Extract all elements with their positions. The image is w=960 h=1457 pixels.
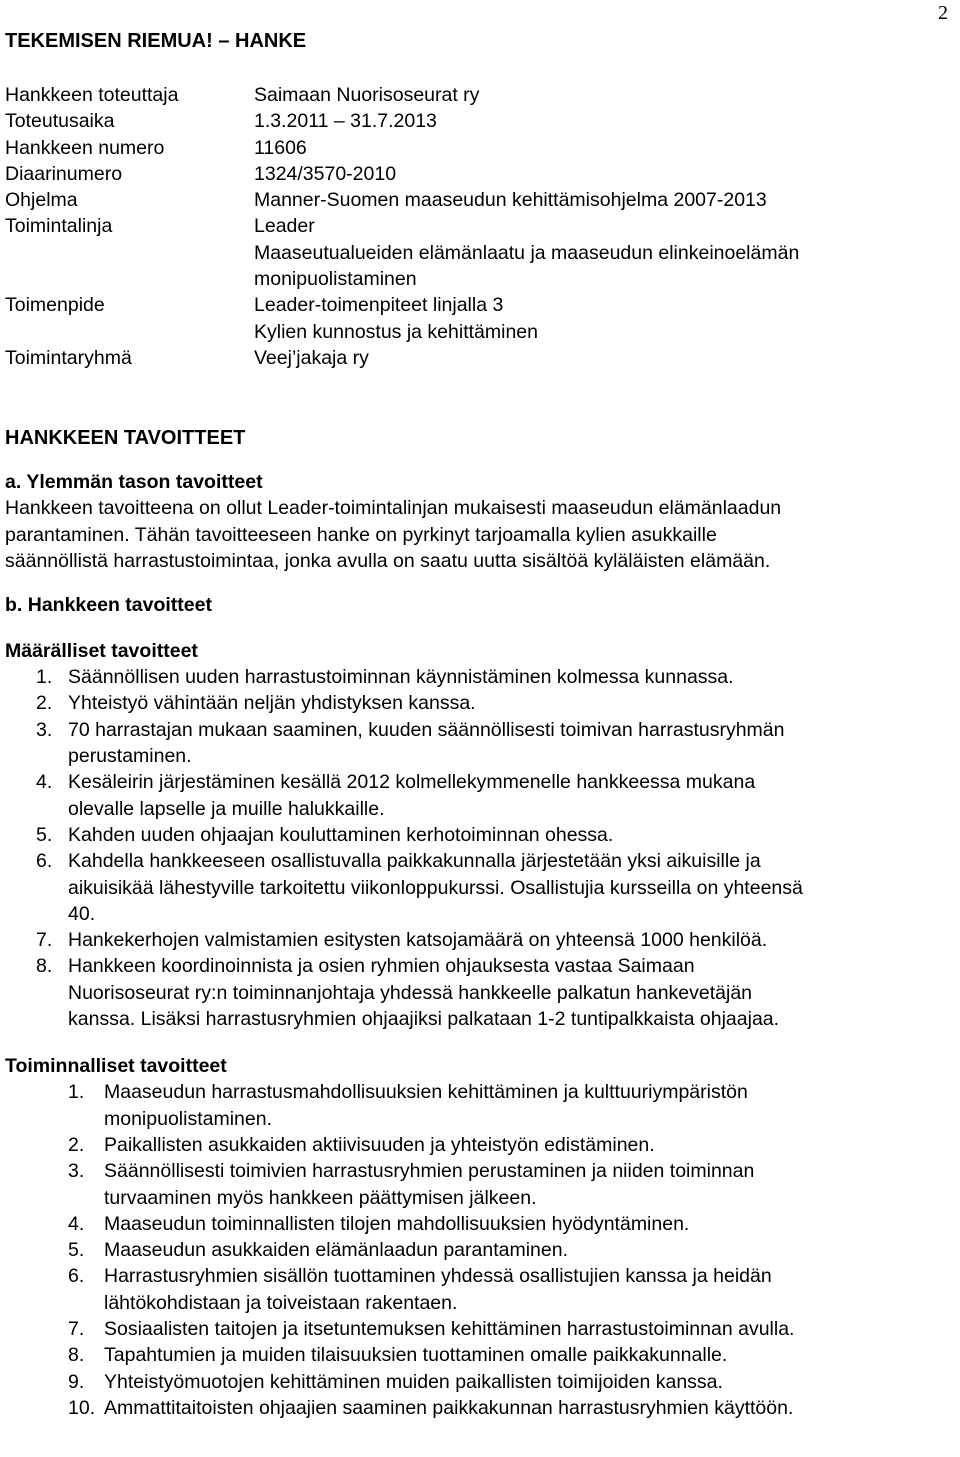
list-item-line: Maaseudun toiminnallisten tilojen mahdollisuuksien hyödyntäminen. <box>104 1212 690 1235</box>
list-item-line: Tapahtumien ja muiden tilaisuuksien tuottaminen omalle paikkakunnalle. <box>104 1344 728 1367</box>
list-item-number: 2. <box>68 1133 85 1156</box>
info-label: Hankkeen toteuttaja <box>5 84 179 106</box>
info-value: Leader-toimenpiteet linjalla 3 <box>254 294 504 317</box>
list-item-line: Yhteistyömuotojen kehittäminen muiden paikallisten toimijoiden kanssa. <box>104 1370 723 1393</box>
list-item-text <box>104 1079 945 1132</box>
info-values <box>254 161 396 187</box>
info-label: Ohjelma <box>5 189 78 212</box>
list-item-number: 2. <box>36 692 53 715</box>
info-row <box>5 82 945 108</box>
list-item-number: 8. <box>68 1344 85 1367</box>
info-values <box>254 187 767 213</box>
info-values <box>254 213 799 292</box>
list-item <box>5 769 945 822</box>
project-info-table <box>5 82 945 371</box>
info-row <box>5 345 945 371</box>
list-item-line: Säännöllisesti toimivien harrastusryhmien perustaminen ja niiden toiminnan <box>104 1160 755 1183</box>
info-row <box>5 187 945 213</box>
info-row <box>5 135 945 161</box>
info-value: Kylien kunnostus ja kehittäminen <box>254 320 538 343</box>
list-item-line: lähtökohdistaan ja toiveistaan rakentaen. <box>104 1291 458 1314</box>
list-item-text <box>104 1211 945 1237</box>
list-item-line: Nuorisoseurat ry:n toiminnanjohtaja yhdessä hankkeelle palkatun hankevetäjän <box>68 981 753 1004</box>
list-item-line: olevalle lapselle ja muille halukkaille. <box>68 797 385 820</box>
info-value: Leader <box>254 215 315 238</box>
list-item-line: turvaaminen myös hankkeen päättymisen jälkeen. <box>104 1186 537 1209</box>
list-item-number: 10. <box>68 1396 96 1419</box>
info-value: Saimaan Nuorisoseurat ry <box>254 84 480 106</box>
paragraph-line: Hankkeen tavoitteena on ollut Leader-toimintalinjan mukaisesti maaseudun elämänlaadun <box>5 497 782 520</box>
page-number: 2 <box>938 2 948 24</box>
goals-heading: HANKKEEN TAVOITTEET <box>5 427 246 450</box>
info-value: 1324/3570-2010 <box>254 162 397 185</box>
list-item <box>5 953 945 1032</box>
list-item-line: Yhteistyö vähintään neljän yhdistyksen kanssa. <box>68 692 476 715</box>
info-row <box>5 213 945 292</box>
list-item-text <box>68 848 945 927</box>
list-item-line: 70 harrastajan mukaan saaminen, kuuden säännöllisesti toimivan harrastusryhmän <box>68 718 785 741</box>
info-value: Veej’jakaja ry <box>254 346 369 369</box>
list-item-text <box>104 1237 945 1263</box>
paragraph-line: säännöllistä harrastustoimintaa, jonka avulla on saatu uutta sisältöä kyläläisten elämään. <box>5 549 771 572</box>
list-item-text <box>68 690 945 716</box>
list-item-line: Maaseudun harrastusmahdollisuuksien kehittäminen ja kulttuuriympäristön <box>104 1081 748 1104</box>
list-item-number: 8. <box>36 955 53 978</box>
list-item-number: 4. <box>36 771 53 794</box>
info-value: Maaseutualueiden elämänlaatu ja maaseudun elinkeinoelämän <box>254 241 800 264</box>
list-item-line: Maaseudun asukkaiden elämänlaadun parantaminen. <box>104 1239 568 1262</box>
info-value: Manner-Suomen maaseudun kehittämisohjelma 2007-2013 <box>254 189 767 212</box>
info-values <box>254 345 369 371</box>
list-item <box>5 1395 945 1421</box>
list-item <box>5 690 945 716</box>
list-item-line: perustaminen. <box>68 745 192 768</box>
list-item-number: 3. <box>68 1160 85 1183</box>
list-item <box>5 717 945 770</box>
list-item-line: 40. <box>68 902 96 925</box>
list-item-number: 5. <box>68 1239 85 1262</box>
list-item <box>5 1316 945 1342</box>
list-item <box>5 927 945 953</box>
info-values <box>254 82 479 108</box>
list-item-line: Säännöllisen uuden harrastustoiminnan käynnistäminen kolmessa kunnassa. <box>68 666 734 689</box>
list-item-number: 4. <box>68 1212 85 1235</box>
project-goals-heading: b. Hankkeen tavoitteet <box>5 594 212 617</box>
list-item-line: Hankkeen koordinoinnista ja osien ryhmien ohjauksesta vastaa Saimaan <box>68 955 695 978</box>
info-row <box>5 161 945 187</box>
list-item-number: 6. <box>36 850 53 873</box>
list-item-text <box>68 769 945 822</box>
list-item <box>5 1237 945 1263</box>
info-value: monipuolistaminen <box>254 268 417 291</box>
info-label: Hankkeen numero <box>5 136 165 159</box>
list-item-text <box>68 822 945 848</box>
list-item-text <box>68 927 945 953</box>
list-item-number: 9. <box>68 1370 85 1393</box>
list-item-line: Harrastusryhmien sisällön tuottaminen yhdessä osallistujien kanssa ja heidän <box>104 1265 772 1288</box>
list-item-number: 5. <box>36 823 53 846</box>
list-item <box>5 664 945 690</box>
list-item-text <box>68 664 945 690</box>
info-value: 1.3.2011 – 31.7.2013 <box>254 110 437 133</box>
list-item-line: Ammattitaitoisten ohjaajien saaminen paikkakunnan harrastusryhmien käyttöön. <box>104 1396 794 1419</box>
list-item <box>5 1263 945 1316</box>
list-item-text <box>104 1369 945 1395</box>
list-item <box>5 1158 945 1211</box>
list-item-number: 7. <box>68 1317 85 1340</box>
list-item <box>5 1342 945 1368</box>
list-item <box>5 848 945 927</box>
info-label: Toteutusaika <box>5 110 115 133</box>
info-label: Toimintaryhmä <box>5 346 132 369</box>
list-item-text <box>104 1132 945 1158</box>
list-item-line: monipuolistaminen. <box>104 1107 273 1130</box>
list-item-line: Kesäleirin järjestäminen kesällä 2012 kolmellekymmenelle hankkeessa mukana <box>68 771 756 794</box>
info-label: Toimenpide <box>5 294 105 317</box>
list-item-text <box>68 953 945 1032</box>
info-row <box>5 292 945 345</box>
higher-level-goals-text <box>5 495 945 574</box>
info-value: 11606 <box>254 136 307 159</box>
list-item-number: 3. <box>36 718 53 741</box>
list-item-text <box>104 1316 945 1342</box>
list-item-line: Sosiaalisten taitojen ja itsetuntemuksen kehittäminen harrastustoiminnan avulla. <box>104 1317 795 1340</box>
document-body <box>5 28 945 1421</box>
paragraph-line: parantaminen. Tähän tavoitteeseen hanke on pyrkinyt tarjoamalla kylien asukkaille <box>5 523 717 546</box>
info-values <box>254 292 538 345</box>
list-item-line: kanssa. Lisäksi harrastusryhmien ohjaajiksi palkataan 1-2 tuntipalkkaista ohjaajaa. <box>68 1008 780 1031</box>
list-item <box>5 1132 945 1158</box>
quantitative-goals-heading: Määrälliset tavoitteet <box>5 640 198 663</box>
list-item-line: aikuisikää lähestyville tarkoitettu viikonloppukurssi. Osallistujia kursseilla on yhteensä <box>68 876 803 899</box>
list-item-line: Paikallisten asukkaiden aktiivisuuden ja yhteistyön edistäminen. <box>104 1133 655 1156</box>
list-item-line: Kahdella hankkeeseen osallistuvalla paikkakunnalla järjestetään yksi aikuisille ja <box>68 850 761 873</box>
higher-level-goals-heading: a. Ylemmän tason tavoitteet <box>5 471 263 494</box>
list-item <box>5 1079 945 1132</box>
list-item-text <box>104 1158 945 1211</box>
list-item-text <box>104 1395 945 1421</box>
document-title: TEKEMISEN RIEMUA! – HANKE <box>5 30 307 52</box>
list-item <box>5 822 945 848</box>
list-item-number: 1. <box>68 1081 85 1104</box>
list-item <box>5 1369 945 1395</box>
list-item-number: 7. <box>36 929 53 952</box>
list-item-text <box>68 717 945 770</box>
list-item-text <box>104 1263 945 1316</box>
list-item-line: Hankekerhojen valmistamien esitysten katsojamäärä on yhteensä 1000 henkilöä. <box>68 929 768 952</box>
list-item-number: 6. <box>68 1265 85 1288</box>
list-item <box>5 1211 945 1237</box>
info-label: Toimintalinja <box>5 215 113 238</box>
quantitative-goals-list <box>5 664 945 1032</box>
info-row <box>5 108 945 134</box>
operational-goals-list <box>5 1079 945 1421</box>
info-values <box>254 135 307 161</box>
info-values <box>254 108 437 134</box>
list-item-text <box>104 1342 945 1368</box>
list-item-number: 1. <box>36 666 53 689</box>
operational-goals-heading: Toiminnalliset tavoitteet <box>5 1055 227 1078</box>
info-label: Diaarinumero <box>5 162 123 185</box>
list-item-line: Kahden uuden ohjaajan kouluttaminen kerhotoiminnan ohessa. <box>68 823 614 846</box>
